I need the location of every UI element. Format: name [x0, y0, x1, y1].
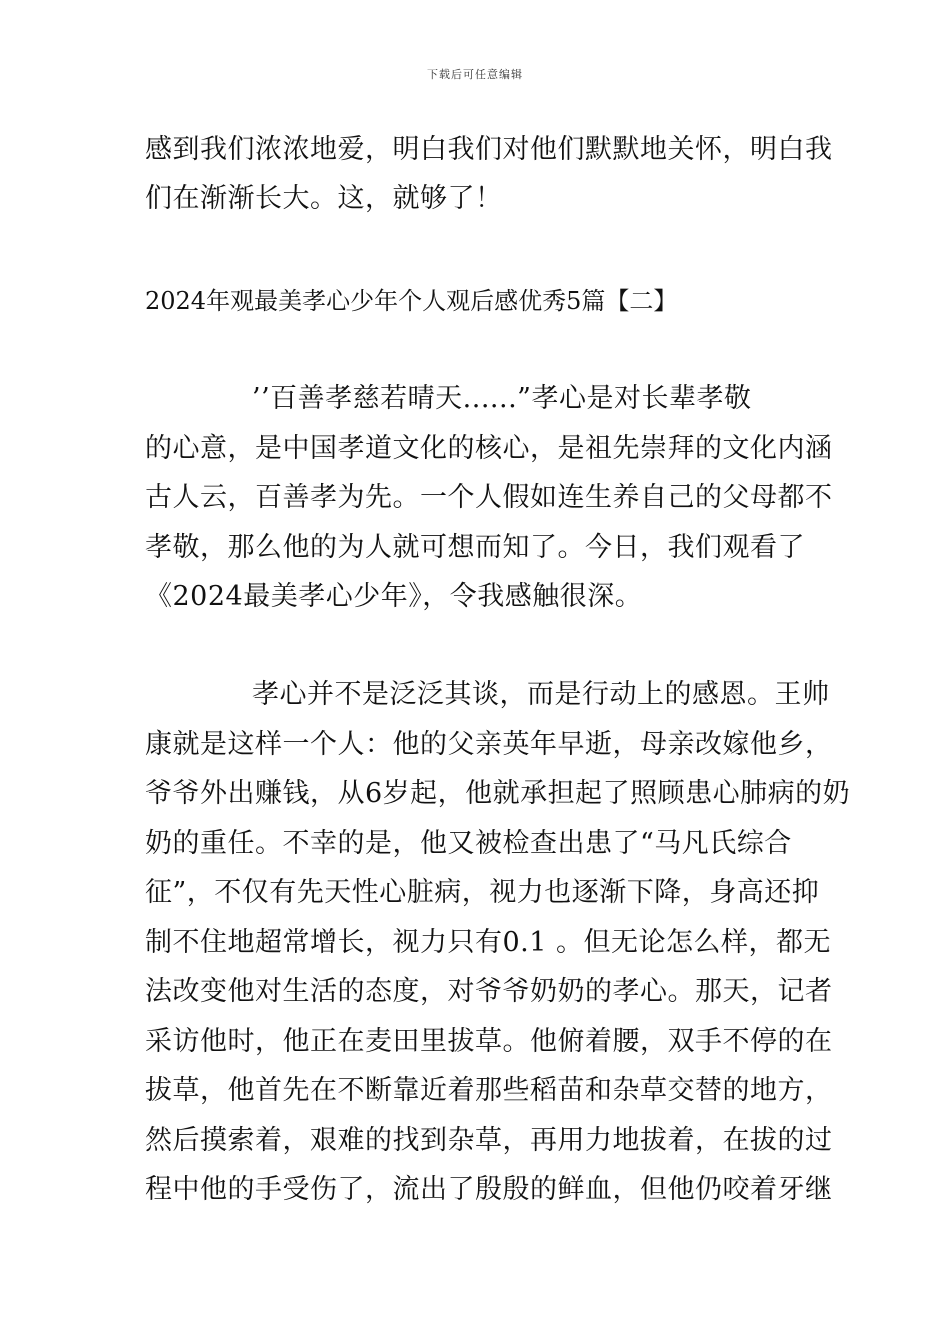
body-line: 的心意，是中国孝道文化的核心，是祖先崇拜的文化内涵: [145, 433, 833, 464]
header-note: 下载后可任意编辑: [427, 68, 523, 81]
body-line: 采访他时，他正在麦田里拔草。他俯着腰，双手不停的在: [145, 1026, 833, 1057]
body-line: 《2024最美孝心少年》，令我感触很深。: [145, 581, 643, 612]
body-line: 奶的重任。不幸的是，他又被检查出患了“马凡氏综合: [145, 828, 792, 859]
body-line: 然后摸索着，艰难的找到杂草，再用力地拔着，在拔的过: [145, 1125, 833, 1156]
body-line: 程中他的手受伤了，流出了殷殷的鲜血，但他仍咬着牙继: [145, 1174, 833, 1205]
body-line: 爷爷外出赚钱，从6岁起，他就承担起了照顾患心肺病的奶: [145, 778, 851, 809]
body-line: 们在渐渐长大。这，就够了！: [145, 183, 503, 214]
body-line: 康就是这样一个人：他的父亲英年早逝，母亲改嫁他乡，: [145, 729, 833, 760]
paragraph-first-line: ’’百善孝慈若晴天......”孝心是对长辈孝敬: [252, 383, 752, 414]
body-line: 征”，不仅有先天性心脏病，视力也逐渐下降，身高还抑: [145, 877, 820, 908]
body-line: 古人云，百善孝为先。一个人假如连生养自己的父母都不: [145, 482, 833, 513]
body-line: 拔草，他首先在不断靠近着那些稻苗和杂草交替的地方，: [145, 1075, 833, 1106]
section-heading: 2024年观最美孝心少年个人观后感优秀5篇【二】: [145, 287, 678, 315]
body-line: 法改变他对生活的态度，对爷爷奶奶的孝心。那天，记者: [145, 976, 833, 1007]
body-line: 孝敬，那么他的为人就可想而知了。今日，我们观看了: [145, 532, 805, 563]
body-line: 感到我们浓浓地爱，明白我们对他们默默地关怀，明白我: [145, 134, 833, 165]
body-line: 制不住地超常增长，视力只有0.1 。但无论怎么样，都无: [145, 927, 832, 958]
paragraph-first-line: 孝心并不是泛泛其谈，而是行动上的感恩。王帅: [252, 679, 830, 710]
